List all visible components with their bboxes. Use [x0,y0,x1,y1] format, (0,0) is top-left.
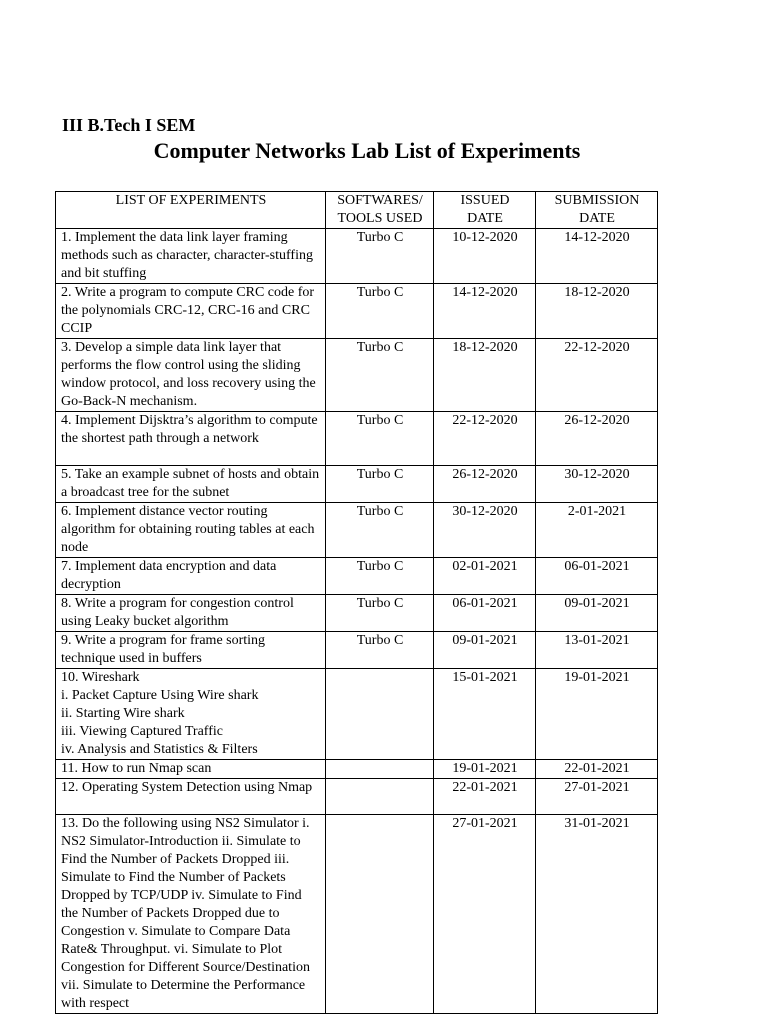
issued-date-cell: 27-01-2021 [434,815,536,1014]
column-header-experiments: LIST OF EXPERIMENTS [56,192,326,229]
table-row [56,632,658,669]
experiment-cell: 5. Take an example subnet of hosts and obtain a broadcast tree for the subnet [56,466,326,503]
tool-cell: Turbo C [326,632,434,669]
table-row [56,595,658,632]
experiment-cell: 7. Implement data encryption and data decryption [56,558,326,595]
table-row [56,466,658,503]
experiment-cell: 13. Do the following using NS2 Simulator i. NS2 Simulator-Introduction ii. Simulate to Find the Number of Packets Dropped iii. Simulate to Find the Number of Packets Dropped by TCP/UDP iv. Simulate to Find the Number of Packets Dropped due to Congestion v. Simulate to Compare Data Rate& Throughput. vi. Simulate to Plot Congestion for Different Source/Destination vii. Simulate to Determine the Performance with respect [56,815,326,1014]
submission-date-cell: 13-01-2021 [536,632,658,669]
issued-date-cell: 15-01-2021 [434,669,536,760]
tool-cell: Turbo C [326,595,434,632]
experiment-cell: 9. Write a program for frame sorting technique used in buffers [56,632,326,669]
submission-date-cell: 26-12-2020 [536,412,658,466]
submission-date-cell: 22-12-2020 [536,339,658,412]
tool-cell [326,815,434,1014]
tool-cell [326,760,434,779]
experiment-cell: 12. Operating System Detection using Nmap [56,779,326,815]
submission-date-cell: 2-01-2021 [536,503,658,558]
issued-date-cell: 18-12-2020 [434,339,536,412]
experiment-cell: 11. How to run Nmap scan [56,760,326,779]
submission-date-cell: 19-01-2021 [536,669,658,760]
table-row [56,558,658,595]
experiment-cell: 1. Implement the data link layer framing methods such as character, character-stuffing and bit stuffing [56,229,326,284]
issued-date-cell: 19-01-2021 [434,760,536,779]
experiment-cell: 8. Write a program for congestion control using Leaky bucket algorithm [56,595,326,632]
submission-date-cell: 06-01-2021 [536,558,658,595]
column-header-issued-date: ISSUED DATE [434,192,536,229]
issued-date-cell: 06-01-2021 [434,595,536,632]
issued-date-cell: 02-01-2021 [434,558,536,595]
semester-heading: III B.Tech I SEM [62,115,196,135]
issued-date-cell: 09-01-2021 [434,632,536,669]
experiment-cell: 4. Implement Dijsktra’s algorithm to compute the shortest path through a network [56,412,326,466]
table-row [56,760,658,779]
experiment-cell: 2. Write a program to compute CRC code for the polynomials CRC-12, CRC-16 and CRC CCIP [56,284,326,339]
issued-date-cell: 14-12-2020 [434,284,536,339]
tool-cell: Turbo C [326,503,434,558]
issued-date-cell: 30-12-2020 [434,503,536,558]
table-row [56,779,658,815]
table-row [56,229,658,284]
table-row [56,412,658,466]
issued-date-cell: 10-12-2020 [434,229,536,284]
submission-date-cell: 09-01-2021 [536,595,658,632]
submission-date-cell: 31-01-2021 [536,815,658,1014]
submission-date-cell: 18-12-2020 [536,284,658,339]
tool-cell [326,669,434,760]
table-row [56,669,658,760]
tool-cell: Turbo C [326,339,434,412]
experiment-cell: 6. Implement distance vector routing algorithm for obtaining routing tables at each node [56,503,326,558]
tool-cell: Turbo C [326,466,434,503]
column-header-submission-date: SUBMISSION DATE [536,192,658,229]
issued-date-cell: 22-12-2020 [434,412,536,466]
tool-cell: Turbo C [326,229,434,284]
tool-cell: Turbo C [326,558,434,595]
issued-date-cell: 22-01-2021 [434,779,536,815]
issued-date-cell: 26-12-2020 [434,466,536,503]
column-header-tools: SOFTWARES/ TOOLS USED [326,192,434,229]
submission-date-cell: 27-01-2021 [536,779,658,815]
experiment-cell: 10. Wireshark i. Packet Capture Using Wire shark ii. Starting Wire shark iii. Viewing Captured Traffic iv. Analysis and Statistics & Filters [56,669,326,760]
table-row [56,284,658,339]
submission-date-cell: 14-12-2020 [536,229,658,284]
page-title: Computer Networks Lab List of Experiments [153,138,581,163]
submission-date-cell: 30-12-2020 [536,466,658,503]
tool-cell: Turbo C [326,412,434,466]
experiments-table [55,191,658,1014]
table-header-row [56,192,658,229]
submission-date-cell: 22-01-2021 [536,760,658,779]
table-row [56,503,658,558]
tool-cell: Turbo C [326,284,434,339]
tool-cell [326,779,434,815]
table-row [56,339,658,412]
experiment-cell: 3. Develop a simple data link layer that performs the flow control using the sliding window protocol, and loss recovery using the Go-Back-N mechanism. [56,339,326,412]
table-row [56,815,658,1014]
